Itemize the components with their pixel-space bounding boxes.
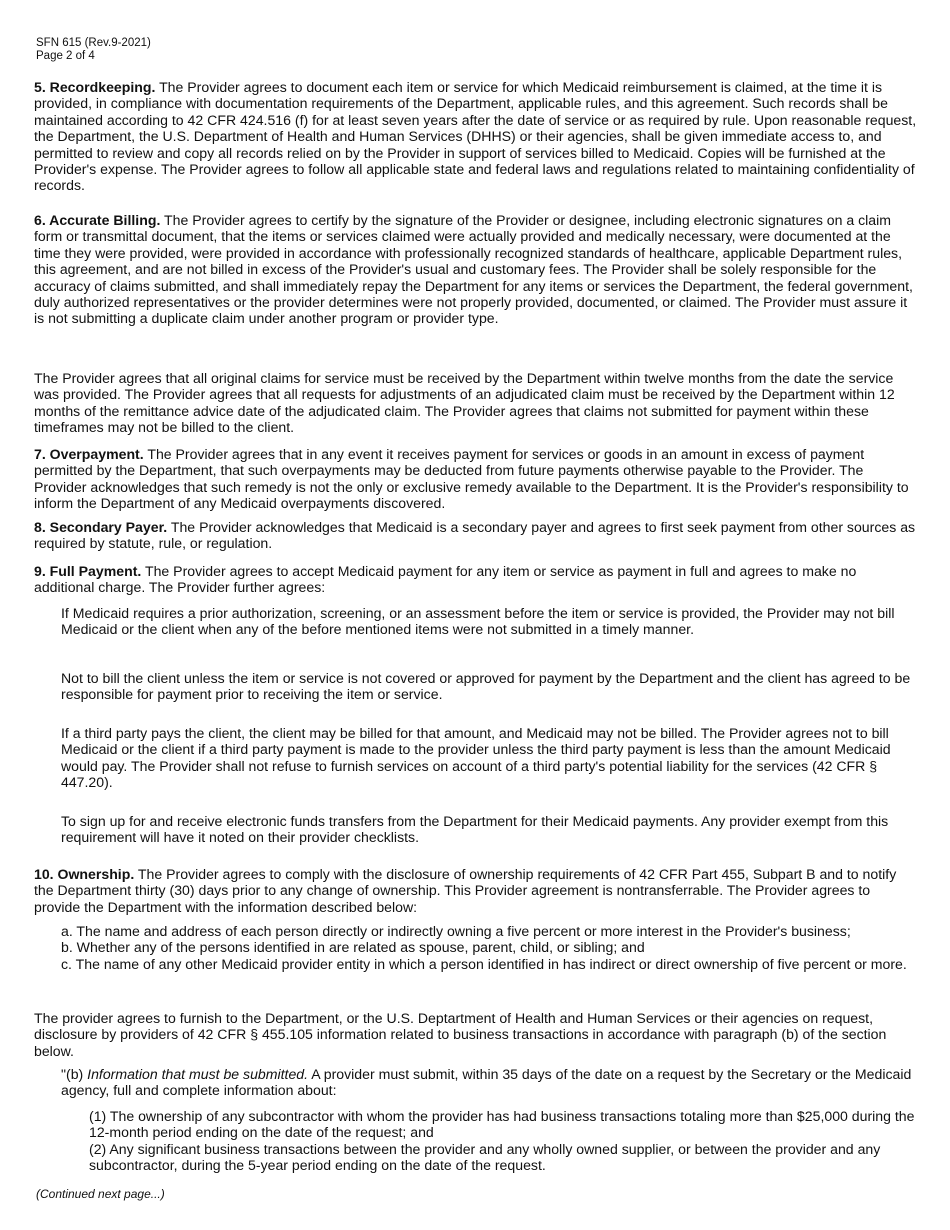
section-text: The Provider agrees to document each item or service for which Medicaid reimbursement is claimed, at the time it is provided, in compliance with documentation requirements of the Department, applicable rules, and this agreement. Such records shall be maintained according to 42 CFR 424.516 (f) for at least seven years after the date of service or as required by rule. Upon reasonable request, the Department, the U.S. Department of Health and Human Services (DHHS) or their agencies, shall be given immediate access to, and permitted to review and copy all records relied on by the Provider in support of services billed to Medicaid. Copies will be furnished at the Provider's expense. The Provider agrees to follow all applicable state and federal laws and regulations related to maintaining confidentiality of records. bbox=[34, 79, 917, 194]
section-6-accurate-billing bbox=[34, 212, 918, 327]
cfr-quote-item-2: (2) Any significant business transactions between the provider and any wholly owned supplier, or between the provider and any subcontractor, during the 5-year period ending on the date of the request. bbox=[89, 1140, 881, 1174]
cfr-quote-list bbox=[89, 1108, 919, 1174]
section-5-recordkeeping bbox=[34, 79, 918, 194]
section-7-overpayment bbox=[34, 446, 918, 512]
ownership-item-a: a. The name and address of each person directly or indirectly owning a five percent or more interest in the Provider's business; bbox=[61, 923, 851, 939]
cfr-quote bbox=[61, 1066, 921, 1099]
continued-note: (Continued next page...) bbox=[36, 1187, 165, 1201]
section-text: The Provider agrees to accept Medicaid payment for any item or service as payment in full and agrees to make no additional charge. The Provider further agrees: bbox=[34, 563, 857, 596]
ownership-item-b: b. Whether any of the persons identified in are related as spouse, parent, child, or sibling; and bbox=[61, 939, 645, 956]
quote-text: A provider must submit, within 35 days of the date on a request by the Secretary or the Medicaid agency, full and complete information about: bbox=[61, 1066, 912, 1099]
section-title: 5. Recordkeeping. bbox=[34, 79, 156, 95]
full-payment-item-prior-auth: If Medicaid requires a prior authorization, screening, or an assessment before the item or service is provided, the Provider may not bill Medicaid or the client when any of the before mentioned items were not submitted in a timely manner. bbox=[61, 605, 895, 638]
section-title: 10. Ownership. bbox=[34, 866, 135, 882]
ownership-item-c: c. The name of any other Medicaid provider entity in which a person identified in has indirect or direct ownership of five percent or more. bbox=[61, 955, 907, 972]
section-8-secondary-payer bbox=[34, 519, 918, 552]
section-6-claims-timeframe: The Provider agrees that all original claims for service must be received by the Department within twelve months from the date the service was provided. The Provider agrees that all requests for adjustments of an adjudicated claim must be received by the Department within 12 months of the remittance advice date of the adjudicated claim. The Provider agrees that claims not submitted for payment within these timeframes may not be billed to the client. bbox=[34, 370, 895, 436]
page-number: Page 2 of 4 bbox=[36, 50, 95, 62]
section-9-full-payment bbox=[34, 563, 918, 596]
ownership-disclosure-text: The provider agrees to furnish to the Department, or the U.S. Deptartment of Health and Human Services or their agencies on request, disclosure by providers of 42 CFR § 455.105 information related to business transactions in accordance with paragraph (b) of the section below. bbox=[34, 1010, 887, 1059]
section-title: 7. Overpayment. bbox=[34, 446, 144, 462]
form-header bbox=[36, 37, 151, 63]
section-text: The Provider agrees to comply with the disclosure of ownership requirements of 42 CFR Part 455, Subpart B and to notify the Department thirty (30) days prior to any change of ownership. This Provider agreement is nontransferrable. The Provider agrees to provide the Department with the information described below: bbox=[34, 866, 897, 915]
section-text: The Provider agrees that in any event it receives payment for services or goods in an amount in excess of payment permitted by the Department, that such overpayments may be deducted from future payments otherwise payable to the Provider. The Provider acknowledges that such remedy is not the only or exclusive remedy available to the Department. It is the Provider's responsibility to inform the Department of any Medicaid overpayments discovered. bbox=[34, 446, 909, 512]
section-title: 9. Full Payment. bbox=[34, 563, 142, 579]
full-payment-item-third-party: If a third party pays the client, the client may be billed for that amount, and Medicaid may not be billed. The Provider agrees not to bill Medicaid or the client if a third party payment is made to the provider unless the third party payment is less than the amount Medicaid would pay. The Provider shall not refuse to furnish services on account of a third party's potential liability for the services (42 CFR § 447.20). bbox=[61, 725, 891, 791]
section-10-ownership bbox=[34, 866, 918, 915]
section-title: 8. Secondary Payer. bbox=[34, 519, 168, 535]
quote-prefix: "(b) bbox=[61, 1066, 88, 1082]
quote-heading: Information that must be submitted. bbox=[87, 1066, 309, 1082]
section-text: The Provider agrees to certify by the signature of the Provider or designee, including electronic signatures on a claim form or transmittal document, that the items or services claimed were actually provided and medically necessary, were documented at the time they were provided, were provided in accordance with professionally recognized standards of healthcare, applicable Department rules, this agreement, and are not billed in excess of the Provider's usual and customary fees. The Provider shall be solely responsible for the accuracy of claims submitted, and shall immediately repay the Department for any items or services the Department, the federal government, duly authorized representatives or the provider determines were not properly provided, documented, or claimed. The Provider must assure it is not submitting a duplicate claim under another program or provider type. bbox=[34, 212, 913, 327]
cfr-quote-item-1: (1) The ownership of any subcontractor with whom the provider has had business transactions totaling more than $25,000 during the 12-month period ending on the date of the request; and bbox=[89, 1108, 915, 1141]
form-number: SFN 615 (Rev.9-2021) bbox=[36, 37, 151, 49]
section-title: 6. Accurate Billing. bbox=[34, 212, 161, 228]
full-payment-item-not-bill-client: Not to bill the client unless the item or service is not covered or approved for payment by the Department and the client has agreed to be responsible for payment prior to receiving the item or service. bbox=[61, 670, 911, 703]
ownership-list bbox=[61, 923, 921, 972]
section-text: The Provider acknowledges that Medicaid is a secondary payer and agrees to first seek payment from other sources as required by statute, rule, or regulation. bbox=[34, 519, 916, 552]
full-payment-item-eft: To sign up for and receive electronic funds transfers from the Department for their Medicaid payments. Any provider exempt from this requirement will have it noted on their provider checklists. bbox=[61, 813, 889, 846]
